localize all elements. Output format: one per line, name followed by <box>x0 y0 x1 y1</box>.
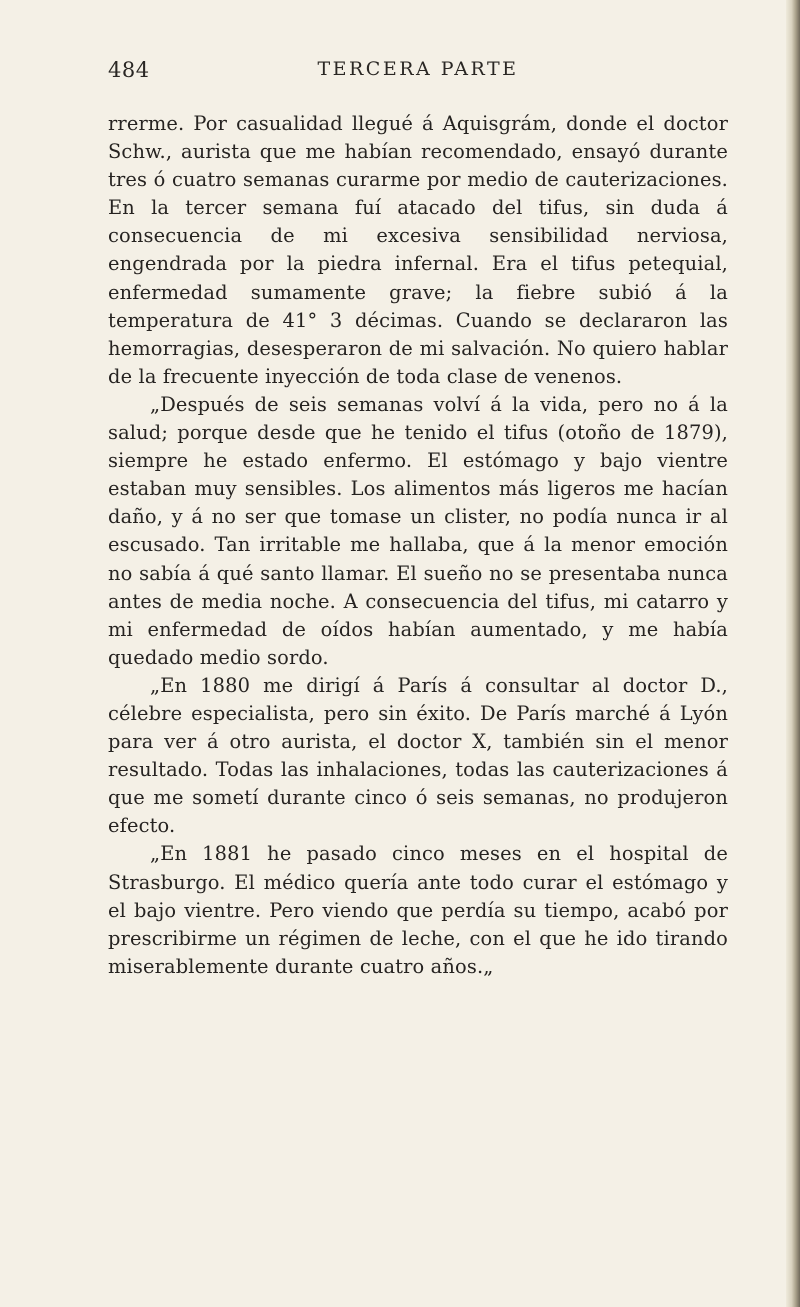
paragraph: „En 1880 me dirigí á París á consultar al doctor D., célebre especialista, pero sin éxito. De París marché á Lyón para ver á otro aurista, el doctor X, también sin el menor resultado. Todas las inhalaciones, todas las cauterizaciones á que me sometí durante cinco ó seis semanas, no produjeron efecto. <box>108 673 728 838</box>
running-head: TERCERA PARTE <box>317 58 519 80</box>
paragraph: „En 1881 he pasado cinco meses en el hospital de Strasburgo. El médico quería ante todo curar el estómago y el bajo vientre. Pero viendo que perdía su tiempo, acabó por prescribirme un régimen de leche, con el que he ido tirando miserablemente durante cuatro años.„ <box>108 842 728 978</box>
page-number: 484 <box>108 58 150 82</box>
paragraph: „Después de seis semanas volví á la vida, pero no á la salud; porque desde que he tenido el tifus (otoño de 1879), siempre he estado enfermo. El estómago y bajo vientre estaban muy sensibles. Los alimentos más ligeros me hacían daño, y á no ser que tomase un clister, no podía nunca ir al escusado. Tan irritable me hallaba, que á la menor emoción no sabía á qué santo llamar. El sueño no se presentaba nunca antes de media noche. A consecuencia del tifus, mi catarro y mi enfermedad de oídos habían aumentado, y me había quedado medio sordo. <box>108 392 728 669</box>
body-text <box>108 110 728 981</box>
page-edge-shadow <box>786 0 800 1307</box>
page-header <box>108 58 728 92</box>
paragraph: rrerme. Por casualidad llegué á Aquisgrám, donde el doctor Schw., aurista que me habían recomendado, ensayó durante tres ó cuatro semanas curarme por medio de cauterizaciones. En la tercer semana fuí atacado del tifus, sin duda á consecuencia de mi excesiva sensibilidad nerviosa, engendrada por la piedra infernal. Era el tifus petequial, enfermedad sumamente grave; la fiebre subió á la temperatura de 41° 3 décimas. Cuando se declararon las hemorragias, desesperaron de mi salvación. No quiero hablar de la frecuente inyección de toda clase de venenos. <box>108 112 728 388</box>
